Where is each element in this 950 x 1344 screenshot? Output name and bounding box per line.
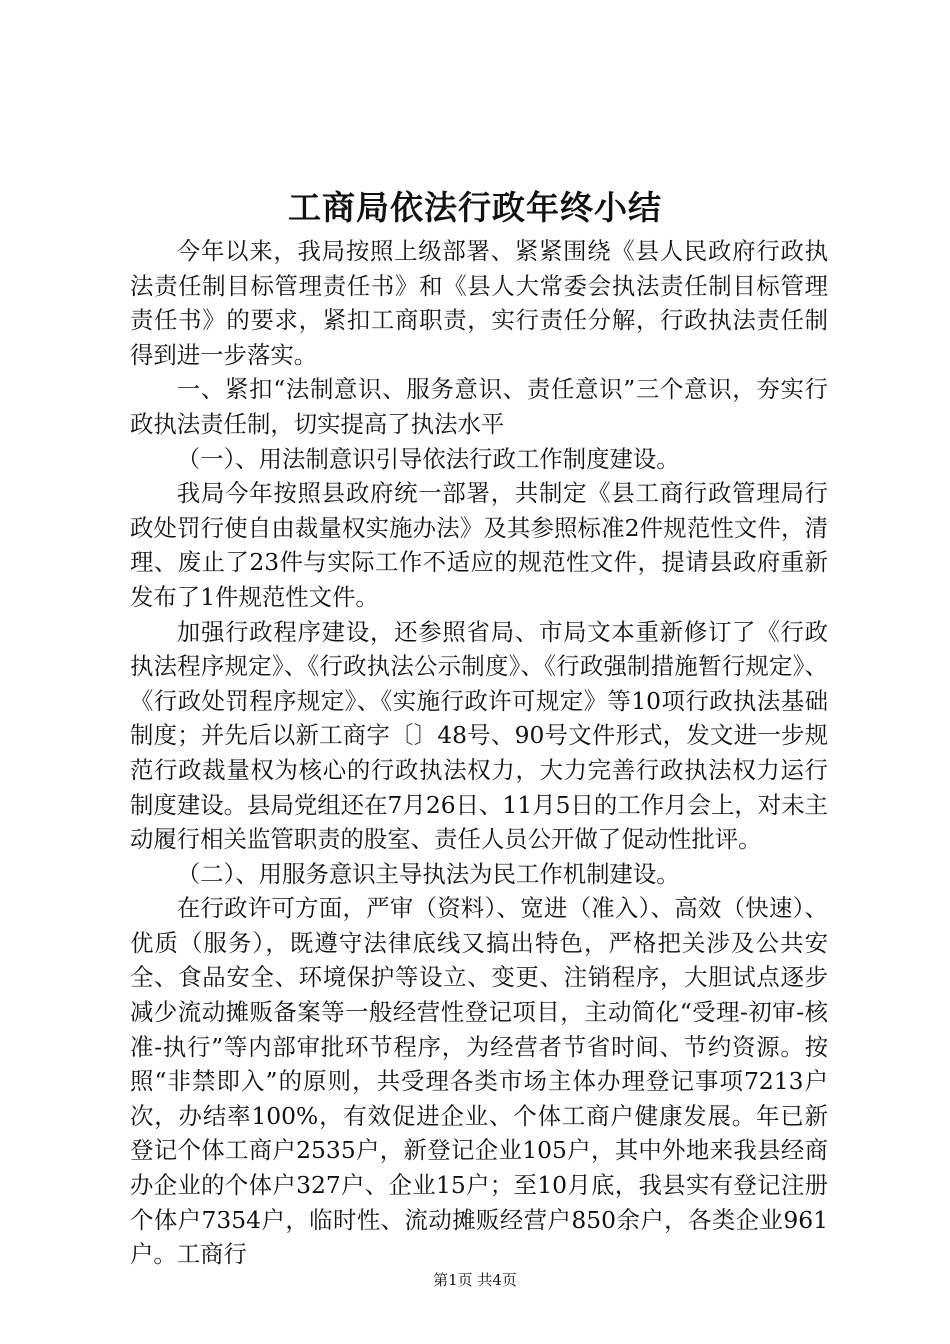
page-number-footer: 第1页 共4页 — [433, 1271, 517, 1289]
subsection-heading: （一）、用法制意识引导依法行政工作制度建设。 — [176, 444, 680, 473]
paragraph: 今年以来，我局按照上级部署、紧紧围绕《县人民政府行政执法责任制目标管理责任书》和《县人大常委会执法责任制目标管理责任书》的要求，紧扣工商职责，实行责任分解，行政执法责任制得到进一步落实。 — [130, 237, 828, 369]
document-title: 工商局依法行政年终小结 — [288, 188, 662, 227]
paragraph: 在行政许可方面，严审（资料）、宽进（准入）、高效（快速）、优质（服务），既遵守法律底线又搞出特色，严格把关涉及公共安全、食品安全、环境保护等设立、变更、注销程序，大胆试点逐步减少流动摊贩备案等一般经营性登记项目，主动简化“受理-初审-核准-执行”等内部审批环节程序，为经营者节省时间、节约资源。按照“非禁即入”的原则，共受理各类市场主体办理登记事项7213户次，办结率100%，有效促进企业、个体工商户健康发展。年已新登记个体工商户2535户，新登记企业105户，其中外地来我县经商办企业的个体户327户、企业15户；至10月底，我县实有登记注册个体户7354户，临时性、流动摊贩经营户850余户，各类企业961户。工商行 — [130, 894, 828, 1269]
paragraph: 我局今年按照县政府统一部署，共制定《县工商行政管理局行政处罚行使自由裁量权实施办法》及其参照标准2件规范性文件，清理、废止了23件与实际工作不适应的规范性文件，提请县政府重新发布了1件规范性文件。 — [130, 479, 828, 611]
section-heading: 一、紧扣“法制意识、服务意识、责任意识”三个意识，夯实行政执法责任制，切实提高了执法水平 — [130, 375, 828, 438]
document-body — [130, 234, 828, 1272]
paragraph: 加强行政程序建设，还参照省局、市局文本重新修订了《行政执法程序规定》、《行政执法公示制度》、《行政强制措施暂行规定》、《行政处罚程序规定》、《实施行政许可规定》等10项行政执法基础制度；并先后以新工商字〔〕48号、90号文件形式，发文进一步规范行政裁量权为核心的行政执法权力，大力完善行政执法权力运行制度建设。县局党组还在7月26日、11月5日的工作月会上，对未主动履行相关监管职责的股室、责任人员公开做了促动性批评。 — [130, 617, 828, 854]
subsection-heading: （二）、用服务意识主导执法为民工作机制建设。 — [176, 859, 680, 888]
